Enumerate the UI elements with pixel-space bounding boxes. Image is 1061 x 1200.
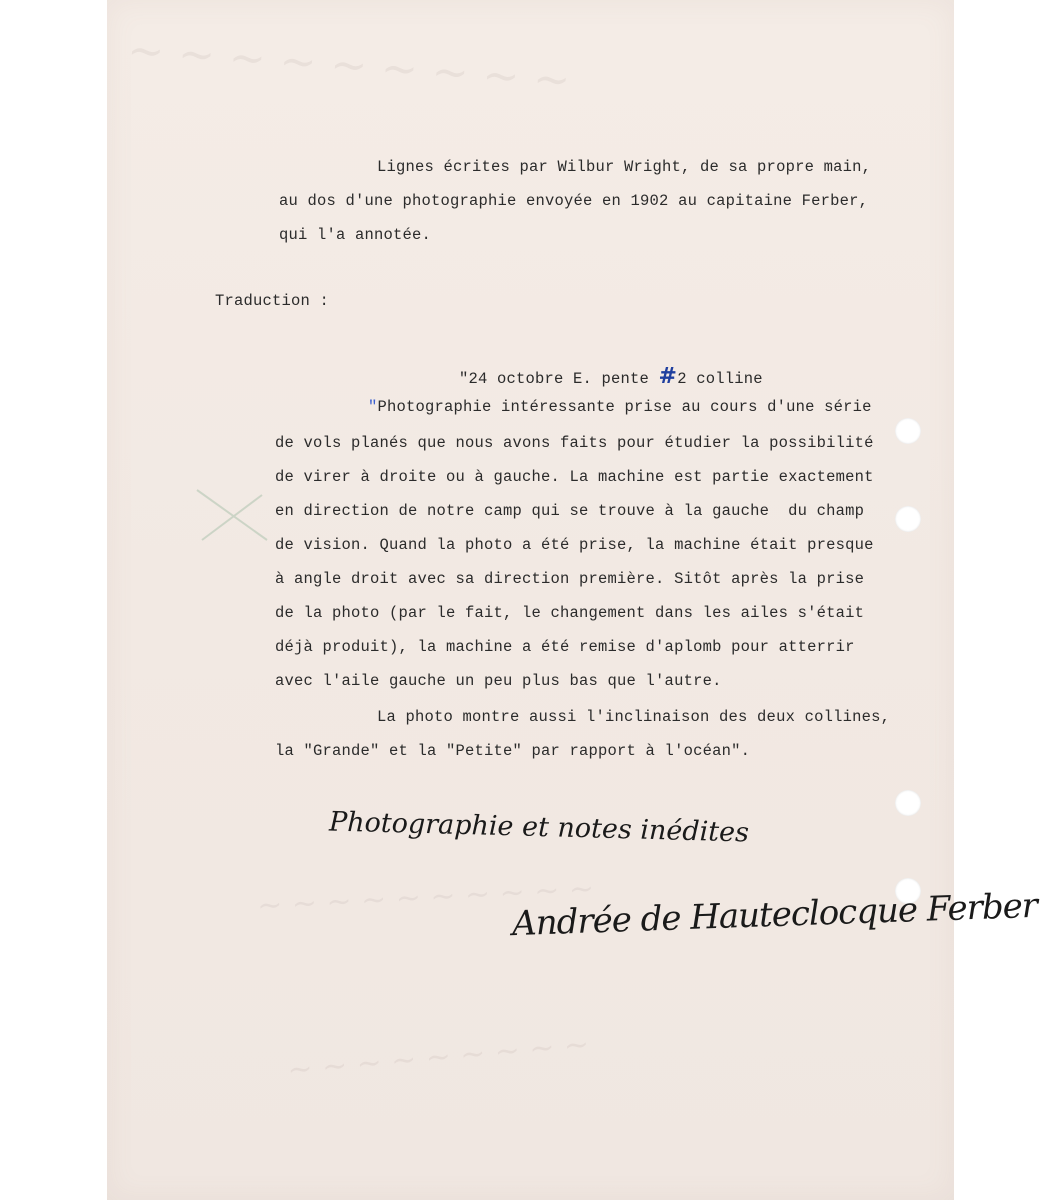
binder-hole (895, 506, 921, 532)
pencil-mark (192, 480, 272, 550)
translation-label: Traduction : (215, 292, 330, 310)
photo-caption (459, 364, 763, 389)
intro-line: au dos d'une photographie envoyée en 1902 au capitaine Ferber, (279, 192, 869, 210)
bleed-through-writing: ~ ~ ~ ~ ~ ~ ~ ~ ~ (125, 24, 572, 107)
body-line: en direction de notre camp qui se trouve à la gauche du champ (275, 502, 865, 520)
handwritten-quote-mark: " (368, 398, 378, 416)
caption-prefix: "24 octobre E. pente (459, 370, 659, 388)
document-page (107, 0, 1038, 1200)
body-line-text: Photographie intéressante prise au cours d'une série (377, 398, 872, 416)
bleed-through-writing: ~ ~ ~ ~ ~ ~ ~ ~ ~ (286, 1026, 591, 1089)
body-line: à angle droit avec sa direction première. Sitôt après la prise (275, 570, 865, 588)
body-line: avec l'aile gauche un peu plus bas que l'autre. (275, 672, 722, 690)
body-line: de vision. Quand la photo a été prise, la machine était presque (275, 536, 874, 554)
body-line: La photo montre aussi l'inclinaison des deux collines, (377, 708, 891, 726)
binder-hole (895, 790, 921, 816)
signature: Andrée de Hauteclocque Ferber (511, 885, 1038, 945)
caption-suffix: 2 colline (677, 370, 763, 388)
bleed-through-writing: ~ ~ ~ ~ ~ ~ ~ ~ ~ ~ (256, 871, 595, 924)
body-line: de vols planés que nous avons faits pour étudier la possibilité (275, 434, 874, 452)
body-line: la "Grande" et la "Petite" par rapport à l'océan". (275, 742, 751, 760)
handwritten-number-mark: # (658, 364, 678, 389)
intro-line: Lignes écrites par Wilbur Wright, de sa propre main, (377, 158, 872, 176)
handwritten-note: Photographie et notes inédites (328, 806, 750, 849)
binder-hole (895, 418, 921, 444)
intro-line: qui l'a annotée. (279, 226, 432, 244)
body-line (368, 398, 872, 416)
body-line: de virer à droite ou à gauche. La machine est partie exactement (275, 468, 874, 486)
body-line: de la photo (par le fait, le changement dans les ailes s'était (275, 604, 865, 622)
body-line: déjà produit), la machine a été remise d'aplomb pour atterrir (275, 638, 855, 656)
